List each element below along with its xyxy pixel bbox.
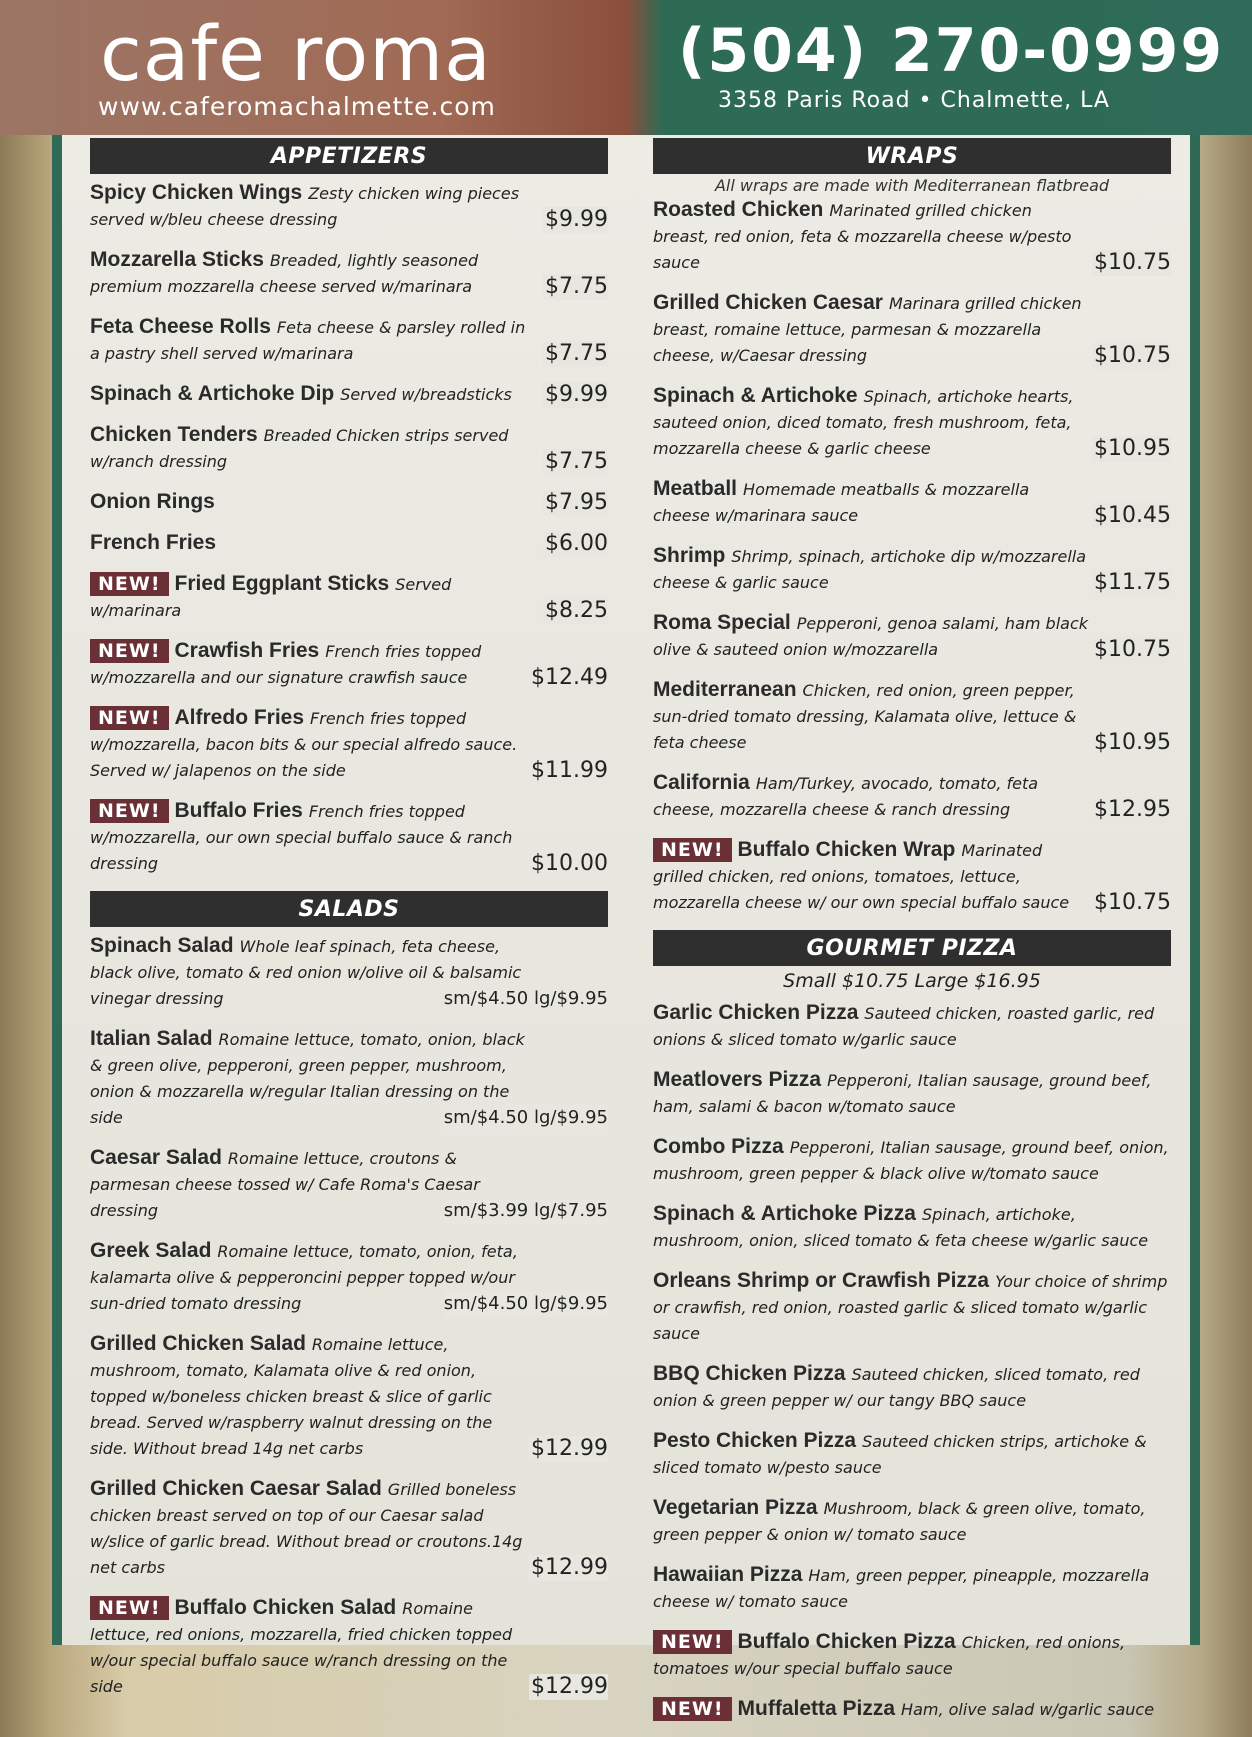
menu-item bbox=[653, 610, 1171, 663]
menu-item-price: $10.45 bbox=[1094, 503, 1171, 528]
menu-item-name: Spinach & Artichoke bbox=[653, 384, 858, 407]
menu-item-name: French Fries bbox=[90, 531, 217, 554]
menu-item-description: Served w/marinara bbox=[90, 575, 452, 620]
menu-item-description: Ham, olive salad w/garlic sauce bbox=[901, 1700, 1155, 1719]
menu-item bbox=[90, 1476, 608, 1581]
new-badge: NEW! bbox=[90, 1596, 169, 1620]
menu-item-name: Hawaiian Pizza bbox=[653, 1563, 803, 1586]
menu-item-description: Served w/breadsticks bbox=[340, 385, 512, 404]
menu-item-description: Breaded, lightly seasoned premium mozzarella cheese served w/marinara bbox=[90, 251, 479, 296]
menu-item-size-prices: sm/$4.50 lg/$9.95 bbox=[444, 1291, 608, 1317]
menu-item-description: Pepperoni, genoa salami, ham black olive & sauteed onion w/mozzarella bbox=[653, 614, 1089, 659]
new-badge: NEW! bbox=[90, 572, 169, 596]
menu-item bbox=[653, 677, 1171, 756]
menu-item-price: $12.99 bbox=[531, 1436, 608, 1461]
menu-item-name: Mozzarella Sticks bbox=[90, 248, 264, 271]
menu-item-description: French fries topped w/mozzarella, bacon bits & our special alfredo sauce. Served w/ jalapenos on the side bbox=[90, 709, 518, 780]
menu-item bbox=[653, 290, 1171, 369]
menu-item-name: Feta Cheese Rolls bbox=[90, 315, 271, 338]
menu-item bbox=[653, 543, 1171, 596]
menu-item bbox=[90, 638, 608, 691]
menu-item-description: Marinara grilled chicken breast, romaine lettuce, parmesan & mozzarella cheese, w/Caesar dressing bbox=[653, 294, 1082, 365]
new-badge: NEW! bbox=[90, 799, 169, 823]
menu-item-description: Chicken, red onions, tomatoes w/our special buffalo sauce bbox=[653, 1633, 1126, 1678]
menu-item-description: Whole leaf spinach, feta cheese, black olive, tomato & red onion w/olive oil & balsamic vinegar dressing bbox=[90, 937, 522, 1008]
address: 3358 Paris Road • Chalmette, LA bbox=[718, 88, 1110, 113]
menu-item-description: Spinach, artichoke, mushroom, onion, sliced tomato & feta cheese w/garlic sauce bbox=[653, 1205, 1149, 1250]
menu-item bbox=[653, 770, 1171, 823]
menu-item-name: Crawfish Fries bbox=[174, 639, 320, 662]
wraps-note: All wraps are made with Mediterranean flatbread bbox=[714, 176, 1110, 195]
menu-item-price: $10.75 bbox=[1094, 250, 1171, 275]
menu-item bbox=[90, 933, 608, 1012]
menu-item-description: Homemade meatballs & mozzarella cheese w/marinara sauce bbox=[653, 480, 1030, 525]
menu-item bbox=[90, 1026, 608, 1131]
new-badge: NEW! bbox=[90, 706, 169, 730]
menu-item bbox=[653, 1000, 1171, 1053]
menu-item-description: Romaine lettuce, tomato, onion, black & green olive, pepperoni, green pepper, mushroom, onion & mozzarella w/regular Italian dressing on the side bbox=[90, 1030, 525, 1127]
menu-item-name: Muffaletta Pizza bbox=[737, 1697, 896, 1720]
menu-item bbox=[653, 1495, 1171, 1548]
menu-item-price: $12.49 bbox=[531, 665, 608, 690]
new-badge: NEW! bbox=[90, 639, 169, 663]
menu-item bbox=[90, 381, 608, 408]
new-badge: NEW! bbox=[653, 1697, 732, 1721]
section-banner-wraps: WRAPS bbox=[653, 138, 1171, 174]
menu-item-size-prices: sm/$4.50 lg/$9.95 bbox=[444, 1105, 608, 1131]
menu-item-name: Buffalo Chicken Wrap bbox=[737, 838, 956, 861]
menu-item-price: $10.95 bbox=[1094, 730, 1171, 755]
menu-item-name: Alfredo Fries bbox=[174, 706, 305, 729]
menu-item-price: $11.75 bbox=[1094, 570, 1171, 595]
new-badge: NEW! bbox=[653, 1630, 732, 1654]
menu-item-name: Caesar Salad bbox=[90, 1146, 222, 1169]
menu-item-description: Feta cheese & parsley rolled in a pastry shell served w/marinara bbox=[90, 318, 526, 363]
menu-item-price: $11.99 bbox=[531, 758, 608, 783]
menu-item bbox=[653, 1201, 1171, 1254]
menu-item-name: Grilled Chicken Caesar bbox=[653, 291, 883, 314]
menu-item-name: Roma Special bbox=[653, 611, 791, 634]
menu-item-description: Mushroom, black & green olive, tomato, green pepper & onion w/ tomato sauce bbox=[653, 1499, 1146, 1544]
right-rail-divider bbox=[1190, 135, 1200, 1645]
menu-item-price: $12.99 bbox=[531, 1555, 608, 1580]
appetizers-list bbox=[90, 180, 608, 877]
menu-item bbox=[90, 314, 608, 367]
menu-item-name: Buffalo Fries bbox=[174, 799, 303, 822]
menu-item-price: $8.25 bbox=[545, 598, 608, 623]
left-rail-divider bbox=[52, 135, 62, 1645]
brand-name: cafe roma bbox=[100, 9, 492, 98]
wraps-list bbox=[653, 197, 1171, 916]
menu-item-description: Romaine lettuce, mushroom, tomato, Kalamata olive & red onion, topped w/boneless chicken breast & slice of garlic bread. Served w/raspberry walnut dressing on the side. Without bread 14g net carbs bbox=[90, 1335, 493, 1458]
menu-item-price: $9.99 bbox=[545, 382, 608, 407]
menu-item bbox=[653, 1361, 1171, 1414]
menu-item bbox=[90, 247, 608, 300]
menu-item-description: Grilled boneless chicken breast served on top of our Caesar salad w/slice of garlic bread. Without bread or croutons.14g net carbs bbox=[90, 1480, 523, 1577]
menu-item-size-prices: sm/$4.50 lg/$9.95 bbox=[444, 986, 608, 1012]
menu-item-price: $10.75 bbox=[1094, 637, 1171, 662]
menu-item-description: Pepperoni, Italian sausage, ground beef, ham, salami & bacon w/tomato sauce bbox=[653, 1071, 1152, 1116]
menu-item-description: Romaine lettuce, red onions, mozzarella, fried chicken topped w/our special buffalo sauce w/ranch dressing on the side bbox=[90, 1599, 513, 1696]
menu-item-price: $12.95 bbox=[1094, 797, 1171, 822]
menu-item-name: Chicken Tenders bbox=[90, 423, 258, 446]
menu-item-description: Your choice of shrimp or crawfish, red onion, roasted garlic & sliced tomato w/garlic sauce bbox=[653, 1272, 1168, 1343]
menu-item-name: California bbox=[653, 771, 750, 794]
menu-item bbox=[653, 1629, 1171, 1682]
menu-item bbox=[653, 1696, 1171, 1723]
menu-item-description: Romaine lettuce, tomato, onion, feta, kalamarta olive & pepperoncini pepper topped w/our sun-dried tomato dressing bbox=[90, 1242, 518, 1313]
menu-item-description: Ham, green pepper, pineapple, mozzarella cheese w/ tomato sauce bbox=[653, 1566, 1150, 1611]
menu-item-name: Combo Pizza bbox=[653, 1135, 784, 1158]
menu-item bbox=[90, 705, 608, 784]
menu-item-name: Meatball bbox=[653, 477, 738, 500]
menu-item-name: Orleans Shrimp or Crawfish Pizza bbox=[653, 1269, 990, 1292]
menu-item bbox=[653, 383, 1171, 462]
menu-item-name: Spinach & Artichoke Dip bbox=[90, 382, 335, 405]
menu-item-description: Sauteed chicken, sliced tomato, red onion & green pepper w/ our tangy BBQ sauce bbox=[653, 1365, 1140, 1410]
menu-item bbox=[653, 1562, 1171, 1615]
menu-item bbox=[90, 489, 608, 516]
menu-item bbox=[653, 1067, 1171, 1120]
menu-item bbox=[90, 798, 608, 877]
menu-item-description: Ham/Turkey, avocado, tomato, feta cheese, mozzarella cheese & ranch dressing bbox=[653, 774, 1039, 819]
menu-item-description: Romaine lettuce, croutons & parmesan cheese tossed w/ Cafe Roma's Caesar dressing bbox=[90, 1149, 480, 1220]
menu-item-name: Mediterranean bbox=[653, 678, 797, 701]
menu-item-name: BBQ Chicken Pizza bbox=[653, 1362, 846, 1385]
menu-item-description: Chicken, red onion, green pepper, sun-dried tomato dressing, Kalamata olive, lettuce & feta cheese bbox=[653, 681, 1077, 752]
menu-item-description: Marinated grilled chicken, red onions, tomatoes, lettuce, mozzarella cheese w/ our own special buffalo sauce bbox=[653, 841, 1070, 912]
menu-item bbox=[653, 1428, 1171, 1481]
menu-item-name: Meatlovers Pizza bbox=[653, 1068, 822, 1091]
menu-item bbox=[653, 1134, 1171, 1187]
menu-item-name: Spinach Salad bbox=[90, 934, 234, 957]
menu-item-name: Spinach & Artichoke Pizza bbox=[653, 1202, 916, 1225]
section-banner-salads: SALADS bbox=[90, 891, 608, 927]
menu-item-price: $7.75 bbox=[545, 274, 608, 299]
menu-item-price: $10.75 bbox=[1094, 890, 1171, 915]
menu-item bbox=[90, 1595, 608, 1700]
menu-item-name: Grilled Chicken Salad bbox=[90, 1332, 306, 1355]
menu-item bbox=[653, 476, 1171, 529]
menu-item-name: Spicy Chicken Wings bbox=[90, 181, 303, 204]
section-banner-appetizers: APPETIZERS bbox=[90, 138, 608, 174]
menu-item-description: Breaded Chicken strips served w/ranch dressing bbox=[90, 426, 509, 471]
menu-item bbox=[90, 1331, 608, 1462]
menu-item-price: $6.00 bbox=[545, 531, 608, 556]
menu-item-price: $10.95 bbox=[1094, 436, 1171, 461]
menu-item-name: Buffalo Chicken Pizza bbox=[737, 1630, 956, 1653]
menu-item bbox=[90, 422, 608, 475]
menu-item-price: $12.99 bbox=[531, 1674, 608, 1699]
menu-item-name: Greek Salad bbox=[90, 1239, 212, 1262]
menu-item bbox=[90, 571, 608, 624]
menu-item-description: Spinach, artichoke hearts, sauteed onion, diced tomato, fresh mushroom, feta, mozzarella cheese & garlic cheese bbox=[653, 387, 1074, 458]
menu-item-price: $10.75 bbox=[1094, 343, 1171, 368]
new-badge: NEW! bbox=[653, 838, 732, 862]
menu-item bbox=[90, 1145, 608, 1224]
menu-item bbox=[90, 1238, 608, 1317]
menu-header bbox=[0, 0, 1252, 135]
menu-item-name: Grilled Chicken Caesar Salad bbox=[90, 1477, 382, 1500]
menu-item-price: $7.95 bbox=[545, 490, 608, 515]
menu-item-description: French fries topped w/mozzarella, our own special buffalo sauce & ranch dressing bbox=[90, 802, 513, 873]
menu-item-name: Buffalo Chicken Salad bbox=[174, 1596, 397, 1619]
menu-item-name: Italian Salad bbox=[90, 1027, 213, 1050]
menu-item bbox=[653, 1268, 1171, 1347]
right-column bbox=[653, 138, 1171, 1737]
menu-item-description: Sauteed chicken strips, artichoke & sliced tomato w/pesto sauce bbox=[653, 1432, 1147, 1477]
menu-item-price: $7.75 bbox=[545, 341, 608, 366]
menu-item-price: $10.00 bbox=[531, 851, 608, 876]
menu-item-name: Vegetarian Pizza bbox=[653, 1496, 818, 1519]
menu-item-description: Pepperoni, Italian sausage, ground beef, onion, mushroom, green pepper & black olive w/tomato sauce bbox=[653, 1138, 1169, 1183]
menu-item-name: Roasted Chicken bbox=[653, 198, 824, 221]
menu-item bbox=[653, 197, 1171, 276]
menu-item-name: Onion Rings bbox=[90, 490, 215, 513]
menu-item-name: Garlic Chicken Pizza bbox=[653, 1001, 859, 1024]
menu-item bbox=[90, 180, 608, 233]
menu-item-description: Shrimp, spinach, artichoke dip w/mozzarella cheese & garlic sauce bbox=[653, 547, 1087, 592]
pizza-price-line: Small $10.75 Large $16.95 bbox=[783, 970, 1041, 992]
section-banner-gourmet-pizza: GOURMET PIZZA bbox=[653, 930, 1171, 966]
menu-item-description: Marinated grilled chicken breast, red onion, feta & mozzarella cheese w/pesto sauce bbox=[653, 201, 1072, 272]
menu-item-price: $7.75 bbox=[545, 449, 608, 474]
menu-item-name: Fried Eggplant Sticks bbox=[174, 572, 390, 595]
salads-list bbox=[90, 933, 608, 1700]
menu-item-description: Sauteed chicken, roasted garlic, red onions & sliced tomato w/garlic sauce bbox=[653, 1004, 1155, 1049]
menu-item-size-prices: sm/$3.99 lg/$7.95 bbox=[444, 1198, 608, 1224]
menu-item-description: French fries topped w/mozzarella and our signature crawfish sauce bbox=[90, 642, 482, 687]
menu-item-price: $9.99 bbox=[545, 207, 608, 232]
menu-item bbox=[90, 530, 608, 557]
menu-item bbox=[653, 837, 1171, 916]
menu-item-description: Zesty chicken wing pieces served w/bleu cheese dressing bbox=[90, 184, 520, 229]
phone-number[interactable]: (504) 270-0999 bbox=[678, 16, 1225, 86]
pizza-list bbox=[653, 1000, 1171, 1723]
menu-item-name: Pesto Chicken Pizza bbox=[653, 1429, 857, 1452]
left-column bbox=[90, 138, 608, 1714]
menu-item-name: Shrimp bbox=[653, 544, 726, 567]
website-link[interactable]: www.caferomachalmette.com bbox=[98, 92, 496, 121]
